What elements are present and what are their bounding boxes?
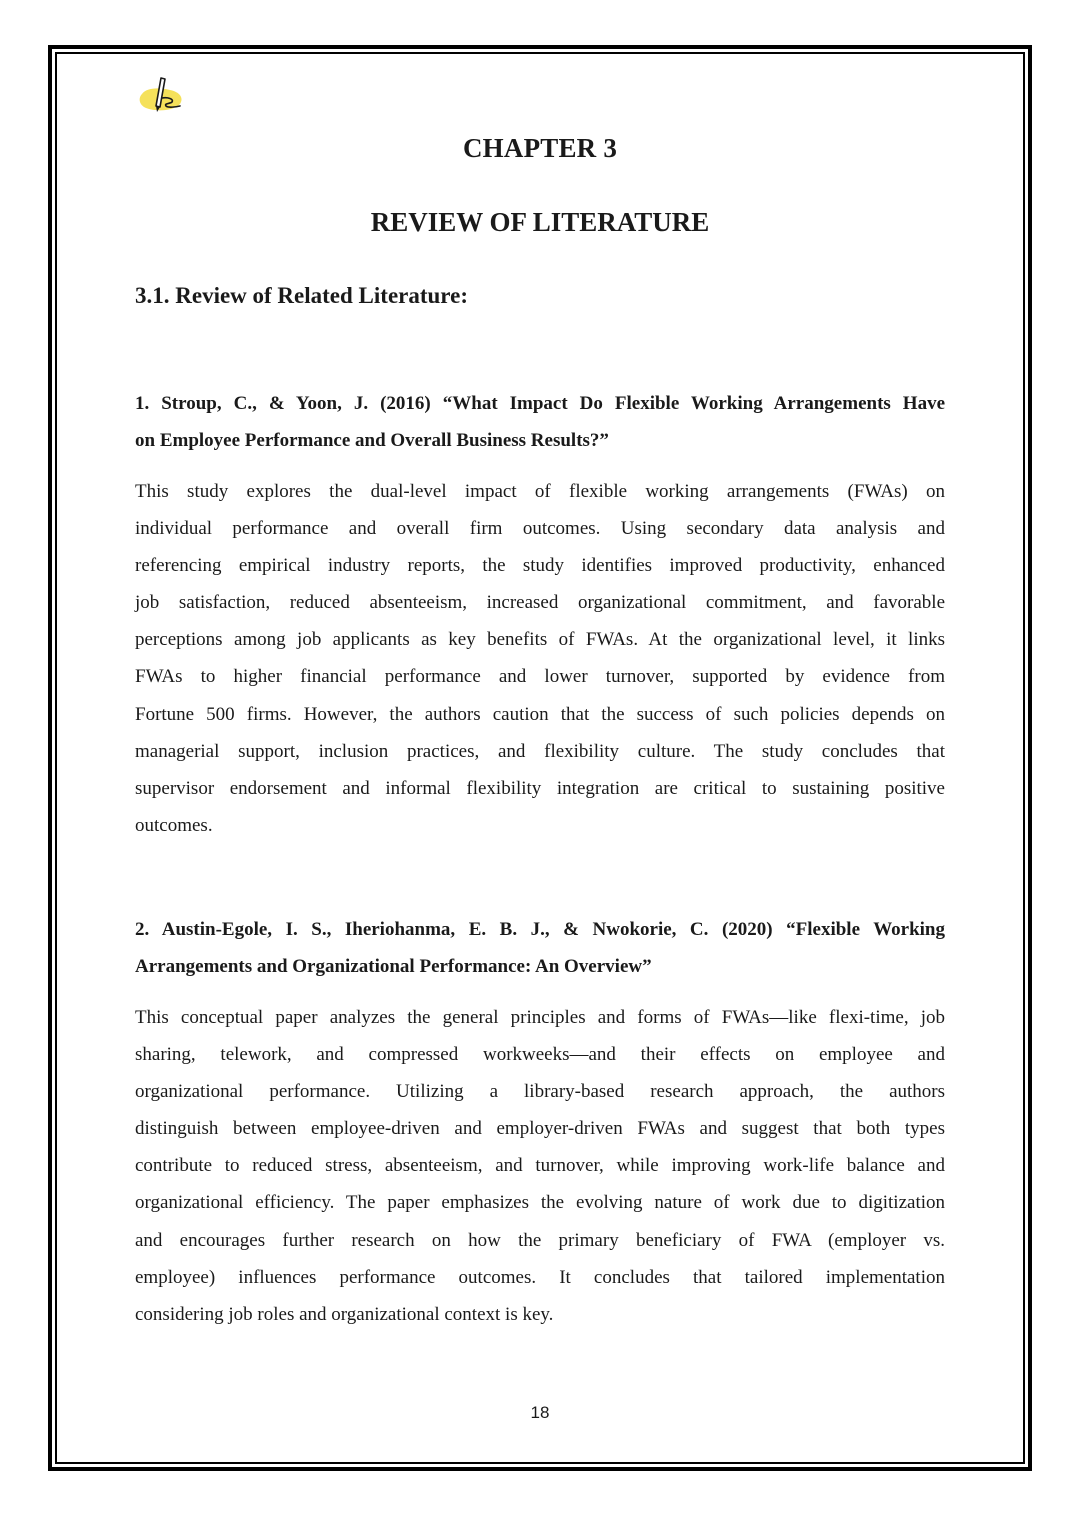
chapter-title: CHAPTER 3: [462, 133, 618, 163]
entry-2-body-line: distinguish between employee-driven and employer-driven FWAs and suggest that both types: [135, 1118, 945, 1140]
entry-1-body-line: job satisfaction, reduced absenteeism, increased organizational commitment, and favorable: [135, 592, 945, 614]
entry-1-body-line: referencing empirical industry reports, the study identifies improved productivity, enhanced: [135, 555, 945, 577]
entry-2-body-line: organizational efficiency. The paper emphasizes the evolving nature of work due to digitization: [135, 1192, 945, 1214]
section-heading: 3.1. Review of Related Literature:: [135, 283, 468, 308]
entry-1-body-line: managerial support, inclusion practices, and flexibility culture. The study concludes that: [135, 740, 945, 762]
entry-1-body-line: outcomes.: [135, 814, 213, 836]
entry-2-heading: [135, 911, 945, 985]
entry-2-heading-line: Arrangements and Organizational Performance: An Overview”: [135, 956, 652, 977]
entry-2-body-line: employee) influences performance outcomes. It concludes that tailored implementation: [135, 1266, 945, 1288]
entry-2-heading-line: 2. Austin-Egole, I. S., Iheriohanma, E. B. J., & Nwokorie, C. (2020) “Flexible Working: [135, 919, 945, 940]
entry-1-body-line: perceptions among job applicants as key benefits of FWAs. At the organizational level, it links: [135, 629, 945, 651]
entry-1-heading: [135, 385, 945, 459]
entry-2-body-line: sharing, telework, and compressed workweeks—and their effects on employee and: [135, 1044, 945, 1066]
entry-2-body-line: considering job roles and organizational context is key.: [135, 1303, 554, 1325]
entry-2-body-line: organizational performance. Utilizing a library-based research approach, the authors: [135, 1081, 945, 1103]
pen-writing-icon: [136, 70, 192, 122]
entry-1-body: [135, 473, 945, 844]
entry-2-body: [135, 999, 945, 1333]
entry-2-body-line: contribute to reduced stress, absenteeism, and turnover, while improving work-life balance and: [135, 1155, 945, 1177]
entry-1-body-line: individual performance and overall firm outcomes. Using secondary data analysis and: [135, 518, 945, 540]
entry-1-body-line: supervisor endorsement and informal flexibility integration are critical to sustaining positive: [135, 777, 945, 799]
entry-1-body-line: This study explores the dual-level impact of flexible working arrangements (FWAs) on: [135, 481, 945, 502]
entry-1-body-line: Fortune 500 firms. However, the authors caution that the success of such policies depends on: [135, 703, 945, 725]
page-number: 18: [530, 1403, 550, 1422]
entry-2-body-line: and encourages further research on how the primary beneficiary of FWA (employer vs.: [135, 1229, 945, 1251]
entry-1-heading-line: on Employee Performance and Overall Business Results?”: [135, 430, 609, 451]
entry-1-heading-line: 1. Stroup, C., & Yoon, J. (2016) “What Impact Do Flexible Working Arrangements Have: [135, 393, 945, 414]
entry-2-body-line: This conceptual paper analyzes the general principles and forms of FWAs—like flexi-time, job: [135, 1007, 945, 1028]
review-title: REVIEW OF LITERATURE: [370, 207, 710, 237]
entry-1-body-line: FWAs to higher financial performance and lower turnover, supported by evidence from: [135, 666, 945, 688]
